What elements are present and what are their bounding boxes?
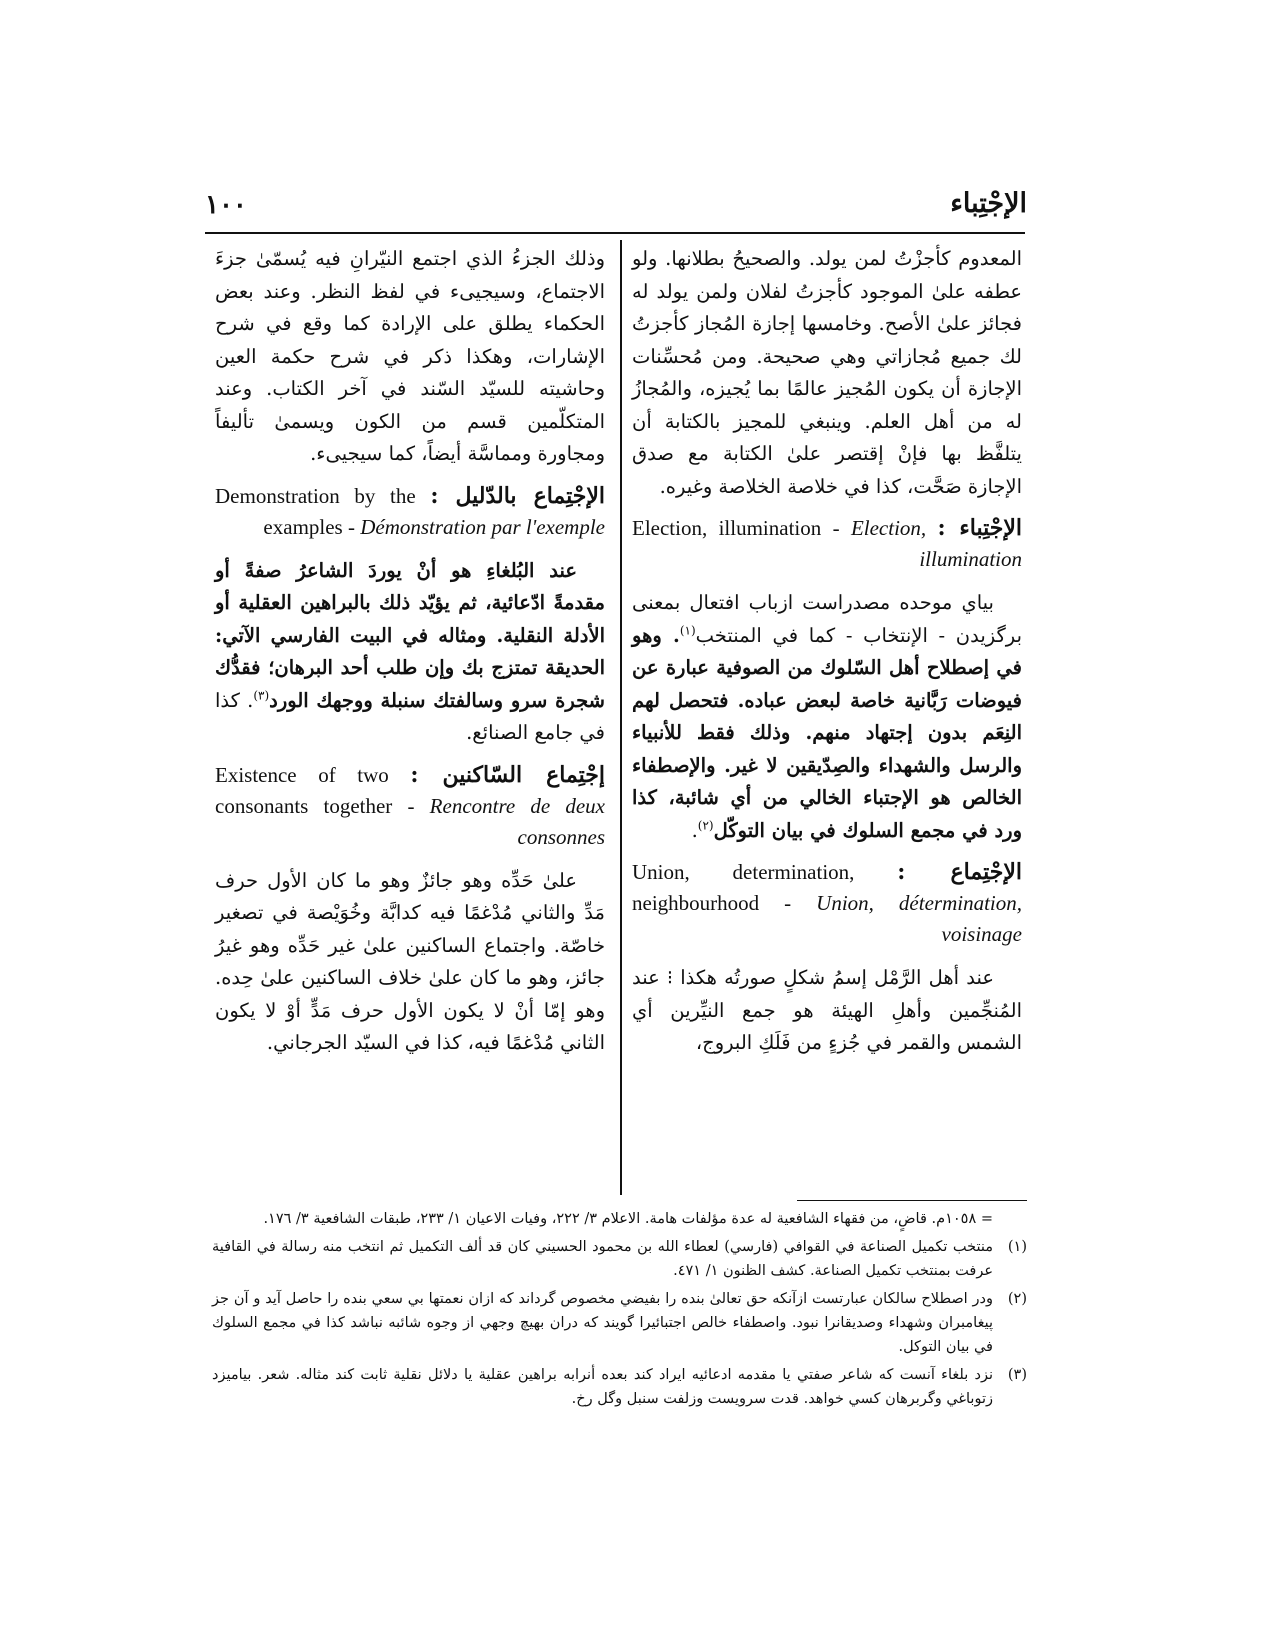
left-paragraph-3: علىٰ حَدِّه وهو جائزٌ وهو ما كان الأول حرف مَدِّ والثاني مُدْغمًا فيه كدابَّة وخُوَيْصة في تصغير خاصّة. واجتماع الساكنين علىٰ غير حَدِّه وهو غيرُ جائز، وهو ما كان علىٰ خلاف الساكنين علىٰ حِده. وهو إمّا أنْ لا يكون الأول حرف مَدٍّ أوْ لا يكون الثاني مُدْغمًا فيه، كذا في السيّد الجرجاني. — [215, 868, 605, 1054]
entry-ijtima-al-sakinain-french: Rencontre de deux consonnes — [429, 793, 606, 849]
right-column — [632, 243, 1022, 1068]
entry-ijtiba-arabic: الإجْتِباء : — [937, 515, 1022, 541]
left-paragraph-1: وذلك الجزءُ الذي اجتمع النيّرانِ فيه يُسمّىٰ جزءَ الاجتماع، وسيجيىء في لفظ النظر. وعند بعض الحكماء يطلق على الإرادة كما وقع في شرح الإشارات، وهكذا ذكر في شرح حكمة العين وحاشيته للسيّد السّند في آخر الكتاب. وعند المتكلّمين قسم من الكون ويسمىٰ تأليفاً ومجاورة ومماسَّة أيضاً، كما سيجيىء. — [215, 247, 605, 465]
footnote — [212, 1363, 1027, 1411]
footnote-text: منتخب تكميل الصناعة في القوافي (فارسي) لعطاء الله بن محمود الحسيني كان قد ألف التكميل ثم انتخب منه رسالة في القافية عرفت بمنتخب تكميل الصناعة. كشف الظنون ١/ ٤٧١. — [212, 1239, 993, 1279]
footnote-number — [993, 1207, 1027, 1231]
footnote-text: = ١٠٥٨م. قاضٍ، من فقهاء الشافعية له عدة مؤلفات هامة. الاعلام ٣/ ٢٢٢، وفيات الاعيان ١/ ٢٣٣، طبقات الشافعية ٣/ ١٧٦. — [263, 1211, 993, 1227]
entry-ijtiba-english: Election, illumination - — [632, 516, 840, 540]
footnote-text: ودر اصطلاح سالكان عبارتست ازآنكه حق تعالىٰ بنده را بفيضي مخصوص گرداند كه ازان نعمتها بي سعي بنده را حاصل آيد و آن جز پيغامبران وشهداء وصديقانرا نبود. واصطفاء خالص اجتبائيرا گويند كه دران بهيچ وجهي از وجوه شائبه نباشد كذا في مجمع السلوك في بيان التوكل. — [212, 1291, 993, 1355]
footnote-ref-1: (١) — [679, 623, 696, 637]
left-paragraph-2-end: . كذا في جامع الصنائع. — [215, 688, 605, 744]
footnotes — [212, 1207, 1027, 1415]
entry-ijtima-arabic: الإجْتِماع : — [897, 859, 1022, 885]
entry-ijtima-english: Union, determination, neighbourhood - — [632, 860, 855, 915]
entry-ijtima-al-sakinain-arabic: إجْتِماع السّاكنين : — [410, 761, 605, 788]
footnote-rule — [797, 1200, 1027, 1201]
right-paragraph-1: المعدوم كأجزْتُ لمن يولد. والصحيحُ بطلانها. ولو عطفه علىٰ الموجود كأجزتُ لفلان ولمن يولد له فجائز علىٰ الأصح. وخامسها إجازة المُجاز كأجزتُ لك جميع مُجازاتي وهي صحيحة. ومن مُحسِّنات الإجازة أن يكون المُجيز عالمًا بما يُجيزه، والمُجازُ له من أهل العلم. وينبغي للمجيز بالكتابة أن يتلفَّظ بها فإنْ إقتصر علىٰ الكتابة مع صدق الإجازة صَحَّت، كذا في خلاصة الخلاصة وغيره. — [632, 247, 1022, 498]
entry-ijtima-bil-dalil-french: Démonstration par l'exemple — [360, 514, 605, 539]
entry-ijtima-bil-dalil-english: Demonstration by the examples - — [215, 483, 416, 539]
footnote — [212, 1287, 1027, 1359]
left-column — [215, 243, 605, 1068]
running-title: الإجْتِباء — [950, 188, 1027, 219]
entry-ijtima-al-sakinain — [215, 760, 605, 853]
entry-ijtima-bil-dalil-arabic: الإجْتِماع بالدّليل : — [430, 482, 606, 509]
right-paragraph-2-plain: بياي موحده مصدراست ازباب افتعال بمعنى برگزيدن - الإنتخاب - كما في المنتخب — [632, 591, 1022, 647]
footnote-text: نزد بلغاء آنست كه شاعر صفتي يا مقدمه ادعائيه ايراد كند بعده أنرابه براهين عقلية يا دلائل نقلية ثابت كند مثاله. شعر. بياميزد زتوباغي وگربرهان كسي خواهد. قدت سرويست وزلفت سنبل وگل رخ. — [212, 1367, 993, 1407]
entry-ijtiba-french: Election, illumination — [850, 516, 1022, 571]
footnote-ref-2: (٢) — [697, 818, 714, 832]
right-paragraph-2 — [632, 587, 1022, 847]
footnote-number: (٣) — [1007, 1367, 1027, 1383]
left-paragraph-2 — [215, 555, 605, 750]
entry-ijtiba — [632, 513, 1022, 575]
footnote — [212, 1207, 1027, 1231]
column-divider — [620, 240, 622, 1195]
entry-ijtima-french: Union, détermination, voisinage — [816, 891, 1022, 946]
footnote — [212, 1235, 1027, 1283]
header-rule — [205, 232, 1025, 234]
right-paragraph-3: عند أهل الرَّمْل إسمُ شكلٍ صورتُه هكذا ⁝ عند المُنجِّمين وأهلِ الهيئة هو جمع النيِّرين أي الشمس والقمر في جُزءٍ من فَلَكِ البروج، — [632, 966, 1022, 1054]
entry-ijtima-al-sakinain-english: Existence of two consonants together - — [215, 762, 415, 818]
footnote-number: (١) — [1007, 1239, 1027, 1255]
footnote-number: (٢) — [1007, 1291, 1027, 1307]
footnote-ref-3: (٣) — [253, 688, 270, 702]
right-paragraph-2-end: . — [691, 818, 698, 842]
right-paragraph-2-bold: . وهو في إصطلاح أهل السّلوك من الصوفية عبارة عن فيوضات رَبَّانية خاصة لبعض عباده. فتحصل لهم النِعَم بدون إجتهاد منهم. وذلك فقط للأنبياء والرسل والشهداء والصِدّيقين لا غير. والإصطفاء الخالص هو الإجتباء الخالي من أي شائبة، كذا ورد في مجمع السلوك في بيان التوكّل — [632, 623, 1022, 842]
entry-ijtima — [632, 857, 1022, 950]
page-number: ١٠٠ — [205, 190, 247, 220]
left-paragraph-2-bold: عند البُلغاءِ هو أنْ يوردَ الشاعرُ صفةً أو مقدمةً ادّعائية، ثم يؤيّد ذلك بالبراهين العقلية أو الأدلة النقلية. ومثاله في البيت الفارسي الآتي: الحديقة تمتزج بك وإن طلب أحد البرهان؛ فقدُّك شجرة سرو وسالفتك سنبلة ووجهك الورد — [215, 558, 606, 712]
entry-ijtima-bil-dalil — [215, 481, 605, 543]
